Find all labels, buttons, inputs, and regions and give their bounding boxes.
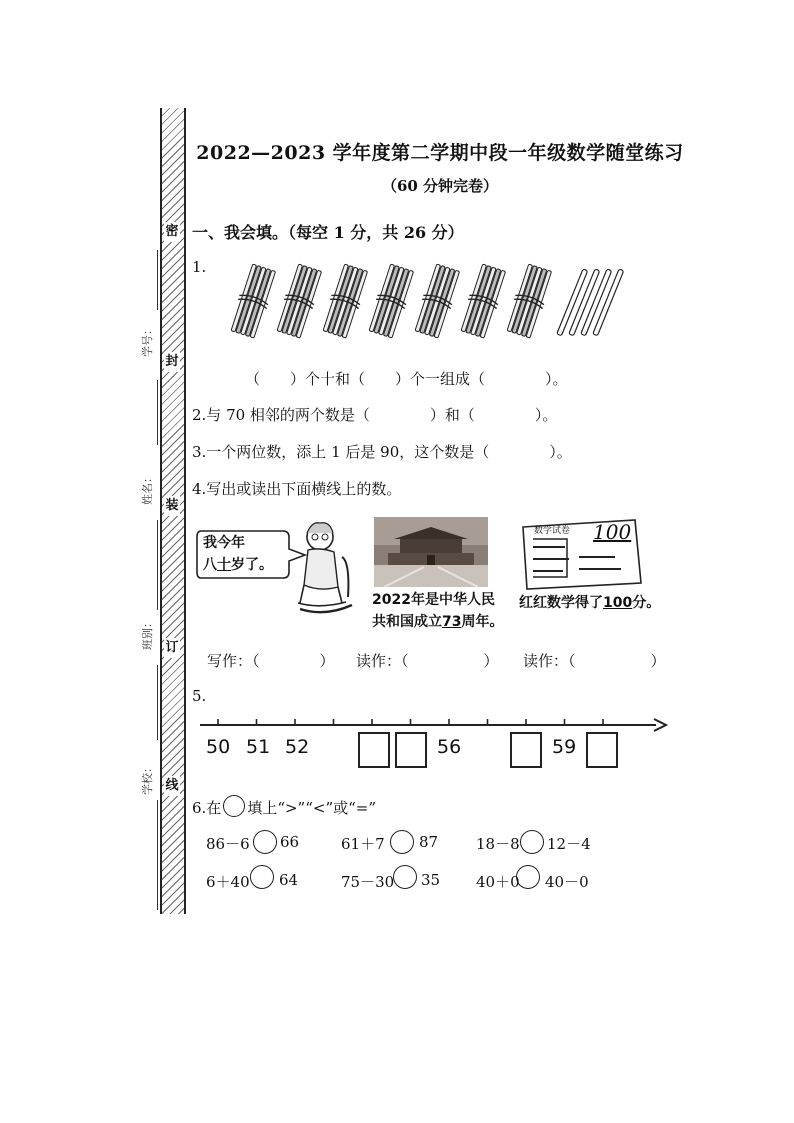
answer-box[interactable] (395, 732, 427, 768)
photo-caption: 2022年是中华人民 共和国成立73周年。 (372, 592, 504, 630)
answer-read-3: 读作：（ ） (523, 652, 666, 670)
stick-bundle (320, 263, 370, 339)
comparison-right: 35 (421, 871, 441, 889)
answer-box[interactable] (510, 732, 542, 768)
comparison-circle[interactable] (390, 830, 414, 854)
stick-bundle (504, 263, 554, 339)
seal-char-ding: 订 (164, 638, 180, 658)
question-1-number: 1. (192, 258, 207, 276)
answer-read-2: 读作：（ ） (356, 652, 499, 670)
tiananmen-photo (374, 517, 488, 587)
answer-write-1: 写作：（ ） (207, 652, 335, 670)
comparison-circle[interactable] (520, 830, 544, 854)
page-subtitle: （60 分钟完卷） (381, 177, 499, 195)
section-heading: 一、我会填。（每空 1 分，共 26 分） (192, 223, 464, 242)
comparison-right: 64 (279, 871, 299, 889)
sticks-illustration (225, 262, 645, 342)
comparison-left: 6＋40 (206, 873, 250, 891)
circle-icon (223, 795, 245, 817)
comparison-circle[interactable] (516, 865, 540, 889)
student-number-label: 学号： (141, 324, 154, 357)
paper-heading: 数学试卷 (534, 526, 571, 536)
comparison-right: 66 (280, 833, 300, 851)
stick-bundle (458, 263, 508, 339)
seal-char-feng: 封 (164, 352, 180, 372)
question-2: 2.与 70 相邻的两个数是（ ）和（ ）。 (192, 406, 558, 424)
question-6: 6.在 填上“>”“<”或“=” (192, 795, 376, 818)
margin-rule (157, 250, 158, 310)
number-line-label: 56 (437, 736, 462, 758)
bubble-text: 我今年 八十岁了。 (203, 535, 273, 573)
answer-box[interactable] (358, 732, 390, 768)
paper-caption: 红红数学得了100分。 (519, 595, 661, 611)
comparison-left: 18－8 (476, 835, 520, 853)
comparison-circle[interactable] (250, 865, 274, 889)
comparison-left: 61＋7 (341, 835, 385, 853)
answer-box[interactable] (586, 732, 618, 768)
stick-bundle (228, 263, 278, 339)
number-line-label: 59 (552, 736, 577, 758)
paper-score: 100 (593, 520, 632, 544)
comparison-right: 40－0 (545, 873, 589, 891)
page-title: 2022—2023 学年度第二学期中段一年级数学随堂练习 (196, 142, 684, 164)
seal-char-zhuang: 装 (164, 496, 180, 516)
school-label: 学校： (141, 762, 154, 795)
margin-rule (157, 800, 158, 910)
number-line-label: 52 (285, 736, 310, 758)
student-name-label: 姓名： (141, 472, 154, 505)
comparison-left: 40＋0 (476, 873, 520, 891)
comparison-right: 87 (419, 833, 439, 851)
margin-rule (157, 665, 158, 740)
question-4: 4.写出或读出下面横线上的数。 (192, 480, 402, 498)
comparison-left: 86－6 (206, 835, 250, 853)
seal-char-mi: 密 (164, 222, 180, 242)
margin-rule (157, 380, 158, 445)
class-label: 班别： (141, 617, 154, 650)
comparison-right: 12－4 (547, 835, 591, 853)
comparison-circle[interactable] (393, 865, 417, 889)
comparison-circle[interactable] (253, 830, 277, 854)
question-1-blanks: （ ）个十和（ ）个一组成（ ）。 (245, 370, 568, 388)
question-3: 3.一个两位数，添上 1 后是 90，这个数是（ ）。 (192, 443, 572, 461)
number-line-label: 50 (206, 736, 231, 758)
stick-bundle (274, 263, 324, 339)
question-5-number: 5. (192, 687, 207, 705)
seal-char-xian: 线 (164, 776, 180, 796)
comparison-left: 75－30 (341, 873, 395, 891)
number-line-label: 51 (246, 736, 271, 758)
margin-rule (157, 520, 158, 610)
stick-bundle (412, 263, 462, 339)
stick-bundle (366, 263, 416, 339)
grandma-rocking-chair-illustration (290, 517, 360, 617)
